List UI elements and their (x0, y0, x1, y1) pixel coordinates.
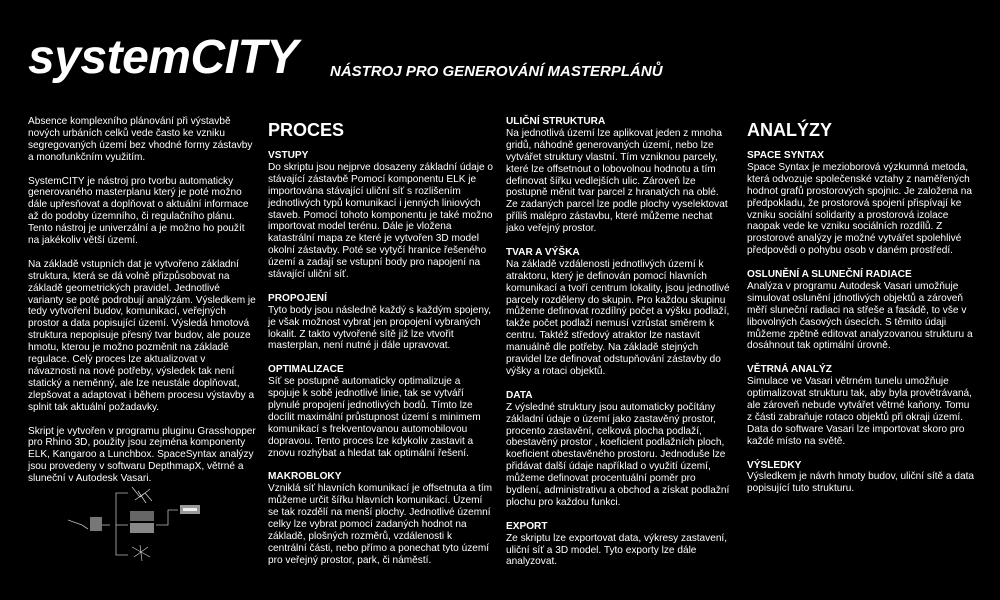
intro-column (28, 116, 256, 497)
section-title: DATA (506, 389, 533, 401)
page-title: systemCITY (28, 31, 298, 84)
intro-paragraph: Skript je vytvořen v programu pluginu Grasshopper pro Rhino 3D, použity jsou zejména komponenty ELK, Kangaroo a Lunchbox. SpaceSyntax analýzy jsou provedeny v softwaru DepthmapX, větrné a sluneční v Autodesk Vasari. (28, 425, 256, 485)
section-body: Ze skriptu lze exportovat data, výkresy zastavení, uliční síť a 3D model. Tyto exporty lze dále analyzovat. (506, 532, 728, 568)
section-title: OSLUNĚNÍ A SLUNEČNÍ RADIACE (747, 269, 912, 281)
section-solar (747, 269, 975, 352)
section-body: Z výsledné struktury jsou automaticky počítány základní údaje o území jako zastavěný prostor, procento zastavění, celková plocha podlaží, obestavěný prostor , koeficient podlažních ploch, koeficient obestavěného prostoru. Jednoduše lze přidávat další údaje například o využití území, můžeme definovat procentuální poměr pro bydlení, administrativu a obchod a získat podlažní plochu pro každou funkci. (506, 401, 730, 508)
section-street-structure (506, 116, 732, 235)
diagram-node-network (132, 487, 152, 503)
process-column (268, 116, 493, 579)
section-title: VÝSLEDKY (747, 459, 802, 471)
analysis-column (747, 116, 975, 507)
diagram-connector (116, 493, 128, 525)
structure-column (506, 116, 732, 580)
section-results (747, 460, 975, 496)
diagram-node-grid (130, 511, 154, 521)
section-data (506, 390, 732, 509)
section-body: Do skriptu jsou nejprve dosazeny základní údaje o stávající zástavbě Pomocí komponentu ELK je importována stávající uliční síť s rozlišením jednotlivých typů komunikací i jenných liniových staveb. Pomocí tohoto komponentu je také možno importovat model terénu. Dále je vložena katastrální mapa ze které je vytvořen 3D model okolní zástavby. Poté se vytyčí hranice řešeného území a zadají se vstupní body pro napojení na stávající uliční síť. (268, 161, 493, 281)
diagram-node-blocks (130, 523, 154, 533)
section-body: Vzniklá síť hlavních komunikací je offsetnuta a tím můžeme určit šířku hlavních komunikací. Území se tak rozdělí na menší plochy. Jednotlivé územní celky lze vybrat pomocí zadaných hodnot na základě, plošných rozměrů, vzdálenosti k centrální části, nebo přímo a ponechat tyto území pro veřejný prostor, park, či náměstí. (268, 483, 493, 566)
intro-paragraph: Na základě vstupních dat je vytvořeno základní struktura, která se dá volně přizpůsobovat na základě geometrických pravidel. Jednotlivé varianty se poté podrobují analýzám. Výsledkem je tedy vytvoření budov, komunikací, veřejných prostor a data popisující území. Výsledá hmotová struktura nepopisuje přesný tvar budov, ale pouze hmotu, kterou je možno pozměnit na základě regulace. Celý proces lze aktualizovat v návaznosti na nové potřeby, výsledek tak není statický a neměnný, ale lze neustále doplňovat, zlepšovat a adaptovat i během procesu výstavby a splnit tak aktuální požadavky. (28, 258, 256, 413)
section-title: VSTUPY (268, 150, 309, 161)
page-subtitle: NÁSTROJ PRO GENEROVÁNÍ MASTERPLÁNŮ (330, 63, 663, 80)
section-optimization (268, 364, 493, 459)
section-title: OPTIMALIZACE (268, 364, 344, 376)
diagram-input-lines (68, 520, 88, 529)
section-body: Space Syntax je mezioborová výzkumná metoda, která odvozuje společenské vztahy z naměřených hodnot grafů prostorových spojnic. Je založena na předpokladu, že prostorová spojení přispívají ke vzniku sociální solidarity a prostorová izolace naopak vede ke vzniku sociálních rozdílů. Z prostorové analýzy je možné vytvářet spolehlivé předpovědi o pohybu osob v daném prostředí. (747, 161, 973, 257)
intro-paragraph: SystemCITY je nástroj pro tvorbu automaticky generovaného masterplanu který je poté možno dále upřesňovat a doplňovat o aktuální informace až do podoby územního, či regulačního plánu. Tento nástroj je univerzální a je možno ho použít na jakékoliv větší území. (28, 175, 249, 247)
section-body: Na základě vzdálenosti jednotlivých území k atraktoru, který je definován pomocí hlavních komunikací a tvoří centrum lokality, jsou jednotlivé parcely rozděleny do skupin. Pro každou skupinu můžeme definovat rozdílný počet a výšku podlaží, takže počet podlaží nemusí vzrůstat směrem k centru. Taktéž středový atraktor lze nastavit manuálně dle potřeby. Na základě stejných pravidel lze definovat odstupňování zástavby do výšky a rotaci objektů. (506, 258, 730, 378)
section-title: TVAR A VÝŠKA (506, 246, 580, 258)
section-body: Výsledkem je návrh hmoty budov, uliční sítě a data popisující tuto strukturu. (747, 471, 975, 495)
section-body: Tyto body jsou následně každý s každým spojeny, je však možnost vybrat jen propojení vybraných lokalit. Z takto vytvořené sítě již lze vtvořit masterplan, není nutné ji dále upravovat. (268, 304, 492, 352)
section-inputs (268, 150, 493, 281)
section-title: PROPOJENÍ (268, 292, 327, 304)
section-space-syntax (747, 150, 975, 257)
process-heading: PROCES (268, 120, 345, 140)
section-shape-height (506, 247, 732, 378)
section-body: Síť se postupně automaticky optimalizuje a spojuje k sobě jednotlivé linie, tak se vytváří plynulé propojení jednotlivých bodů. Tímto lze docílit maximální průstupnost území s minimem komunikací s frekventovanou automobilovou dopravou. Tento proces lze kdykoliv zastavit a znovu rozhýbat a hledat tak optimální řešení. (268, 376, 481, 459)
intro-paragraph: Absence komplexního plánování při výstavbě nových urbáních celků vede často ke vzniku segregovaných území bez vhodné formy zástavby a monofunkčním využitím. (28, 116, 253, 163)
diagram-node-structure (132, 545, 150, 561)
process-diagram (60, 485, 240, 575)
section-title: VĚTRNÁ ANALÝZ (747, 364, 832, 376)
section-connection (268, 293, 493, 353)
section-body: Na jednotlivá území lze aplikovat jeden z mnoha gridů, náhodně generovaných území, nebo lze vytvářet struktury vlastní. Tím vzniknou parcely, které lze offsetnout o lobovolnou hodnotu a tím definovat šířku vedlejších ulic. Zároveň lze postupně měnit tvar parcel z hranatých na oblé. Ze zadaných parcel lze podle plochy vyselektovat příliš malépro zástavbu, které můžeme nechat jako veřejný prostor. (506, 127, 728, 235)
section-macroblocks (268, 471, 493, 566)
section-title: EXPORT (506, 520, 548, 532)
section-title: ULIČNÍ STRUKTURA (506, 116, 606, 127)
section-export (506, 521, 732, 569)
section-title: SPACE SYNTAX (747, 150, 825, 161)
section-body: Analýza v programu Autodesk Vasari umožňuje simulovat oslunění jdnotlivých objektů a zároveň měří sluneční radiaci na střeše a fasádě, to vše v libovolných časových úsecích. S těmito údaji můžeme zpětně editovat analyzovanou strukturu a dosáhnout tak optimální úrovně. (747, 280, 973, 352)
analysis-heading: ANALÝZY (747, 120, 832, 140)
diagram-block (90, 517, 102, 531)
section-wind (747, 364, 975, 447)
section-body: Simulace ve Vasari větrném tunelu umožňuje optimalizovat strukturu tak, aby byla provětrávaná, ale zároveň nebude vytvářet větrné kaňony. Tomu z části zabraňuje rotaco objektů při okraji území. Data do software Vasari lze importovat skoro pro každé místo na světě. (747, 376, 972, 447)
section-title: MAKROBLOKY (268, 471, 342, 483)
